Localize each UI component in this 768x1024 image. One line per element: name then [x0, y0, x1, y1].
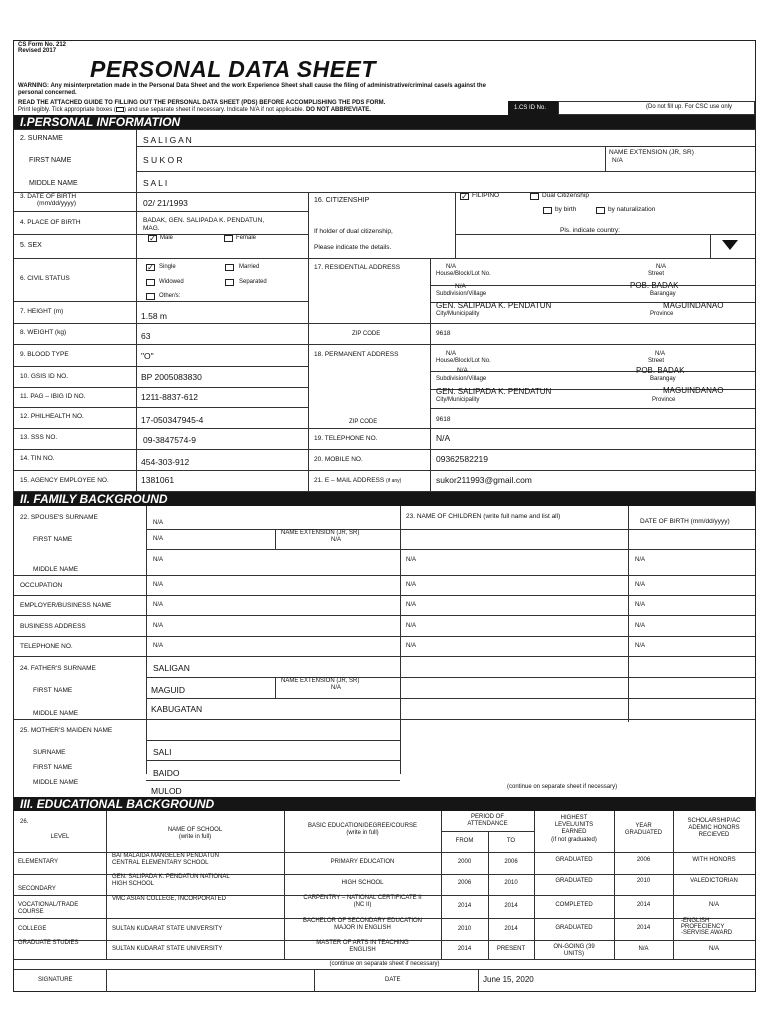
section-personal-information: I.PERSONAL INFORMATION — [14, 115, 755, 129]
by-birth-label: by birth — [555, 206, 577, 213]
perm-street-value[interactable]: N/A — [655, 351, 666, 357]
name-extension-value[interactable]: N/A — [612, 157, 623, 164]
form-revised: Revised 2017 — [18, 48, 57, 54]
mobile-label: 20. MOBILE NO. — [314, 456, 363, 463]
first-name-label: FIRST NAME — [29, 157, 72, 164]
edu-from[interactable]: 2014 — [457, 946, 472, 952]
child-1-dob[interactable]: N/A — [635, 557, 646, 563]
child-4-name[interactable]: N/A — [406, 623, 417, 629]
res-house-value[interactable]: N/A — [446, 264, 457, 270]
father-middle-name-label: MIDDLE NAME — [33, 710, 79, 717]
edu-year[interactable]: N/A — [638, 946, 649, 952]
edu-year[interactable]: 2010 — [636, 878, 651, 884]
widowed-checkbox[interactable] — [146, 279, 155, 286]
children-dob-label: DATE OF BIRTH (mm/dd/yyyy) — [640, 518, 730, 525]
edu-honors-line2[interactable]: PROFECIENCY — [681, 924, 725, 930]
dual-note-2: Please indicate the details. — [314, 244, 392, 251]
res-prov-value[interactable]: MAGUINDANAO — [663, 301, 724, 310]
edu-level: ELEMENTARY — [18, 859, 59, 865]
single-checkbox[interactable] — [146, 264, 155, 271]
pob-value-line1[interactable]: BADAK, GEN. SALIPADA K. PENDATUN, — [143, 217, 265, 224]
school-header-note: (write in full) — [178, 834, 212, 840]
edu-number: 26. — [20, 819, 29, 825]
email-note: (if any) — [386, 478, 402, 484]
edu-year[interactable]: 2006 — [636, 857, 651, 863]
edu-highest-line2[interactable]: UNITS) — [564, 951, 584, 957]
philhealth-value[interactable]: 17-050347945-4 — [141, 415, 204, 425]
edu-highest-line1[interactable]: GRADUATED — [555, 857, 593, 863]
others-checkbox[interactable] — [146, 293, 155, 300]
scholarship-header: SCHOLARSHIP/AC — [687, 818, 741, 824]
civil-status-label: 6. CIVIL STATUS — [20, 275, 70, 282]
pob-value-line2[interactable]: MAG. — [143, 225, 160, 232]
perm-brgy-value[interactable]: POB. BADAK — [636, 366, 685, 375]
spouse-first-name-value[interactable]: N/A — [153, 536, 164, 542]
edu-honors-line1[interactable]: N/A — [708, 902, 719, 908]
mobile-value[interactable]: 09362582219 — [436, 454, 489, 464]
section-family-background: II. FAMILY BACKGROUND — [14, 492, 755, 506]
mother-maiden-name-label: 25. MOTHER'S MAIDEN NAME — [20, 727, 113, 734]
gsis-value[interactable]: BP 2005083830 — [141, 372, 202, 382]
children-label: 23. NAME OF CHILDREN (write full name and list all) — [406, 513, 561, 520]
email-label-text: 21. E – MAIL ADDRESS — [314, 477, 385, 484]
edu-highest-line1[interactable]: COMPLETED — [555, 902, 593, 908]
res-street-label: Street — [648, 271, 665, 277]
male-checkbox[interactable] — [148, 235, 157, 242]
edu-from[interactable]: 2010 — [457, 926, 472, 932]
email-label — [314, 477, 401, 485]
father-name-ext-value[interactable]: N/A — [331, 685, 342, 691]
blood-type-value[interactable]: "O" — [141, 351, 154, 361]
dob-format: (mm/dd/yyyy) — [37, 200, 76, 207]
perm-city-label: City/Municipality — [436, 397, 480, 403]
citizenship-label: 16. CITIZENSHIP — [314, 197, 370, 204]
from-header: FROM — [455, 838, 474, 844]
sss-label: 13. SSS NO. — [20, 434, 58, 441]
signature-label: SIGNATURE — [38, 977, 73, 983]
child-1-name[interactable]: N/A — [406, 557, 417, 563]
period-header: PERIOD OF — [470, 814, 504, 820]
child-5-dob[interactable]: N/A — [635, 643, 646, 649]
edu-course-line1[interactable]: CARPENTRY – NATIONAL CERTIFICATE II — [303, 895, 422, 901]
by-naturalization-label: by naturalization — [608, 206, 656, 213]
to-header: TO — [506, 838, 516, 844]
year-header: YEAR — [635, 823, 652, 829]
edu-level: SECONDARY — [18, 886, 56, 892]
date-value[interactable]: June 15, 2020 — [483, 975, 534, 984]
pob-label: 4. PLACE OF BIRTH — [20, 219, 81, 226]
edu-year[interactable]: 2014 — [636, 925, 651, 931]
perm-zip-label: ZIP CODE — [349, 419, 378, 425]
weight-label: 8. WEIGHT (kg) — [20, 329, 67, 336]
others-label: Other/s: — [159, 293, 181, 299]
edu-course-line1[interactable]: HIGH SCHOOL — [341, 880, 384, 886]
edu-school-line1[interactable]: BAI MALAIDA MANGELEN PENDATUN — [112, 853, 219, 859]
edu-school-line1[interactable]: SULTAN KUDARAT STATE UNIVERSITY — [112, 926, 223, 932]
edu-to[interactable]: PRESENT — [496, 946, 526, 952]
spouse-first-name-label: FIRST NAME — [33, 536, 73, 543]
edu-course-line2[interactable]: (NC II) — [353, 902, 372, 908]
mother-first-name-label: FIRST NAME — [33, 764, 73, 771]
edu-honors-line1[interactable]: WITH HONORS — [692, 857, 736, 863]
school-header: NAME OF SCHOOL — [167, 827, 223, 833]
dob-label: 3. DATE OF BIRTH — [20, 193, 77, 200]
father-middle-name-value[interactable]: KABUGATAN — [151, 704, 203, 714]
edu-course-line1[interactable]: BACHELOR OF SECONDARY EDUCATION — [302, 918, 423, 924]
edu-course-line2[interactable]: MAJOR IN ENGLISH — [334, 925, 391, 931]
edu-honors-line1[interactable]: N/A — [708, 946, 719, 952]
filipino-checkbox[interactable] — [460, 193, 469, 200]
form-border — [13, 40, 756, 992]
email-value[interactable]: sukor211993@gmail.com — [436, 475, 532, 485]
separated-checkbox[interactable] — [225, 279, 234, 286]
separated-label: Separated — [239, 279, 267, 285]
highest-header-4: (if not graduated) — [551, 837, 597, 843]
permanent-address-label: 18. PERMANENT ADDRESS — [314, 351, 399, 358]
edu-continue-note: (continue on separate sheet if necessary) — [329, 961, 440, 967]
child-4-dob[interactable]: N/A — [635, 623, 646, 629]
res-zip-label: ZIP CODE — [352, 331, 381, 337]
edu-to[interactable]: 2010 — [504, 880, 518, 886]
cs-id-note: (Do not fill up. For CSC use only — [646, 104, 733, 110]
father-first-name-label: FIRST NAME — [33, 687, 73, 694]
child-2-name[interactable]: N/A — [406, 582, 417, 588]
edu-highest-line1[interactable]: GRADUATED — [555, 925, 593, 931]
edu-highest-line1[interactable]: ON-GOING (39 — [553, 944, 595, 950]
print-note-part2: ) and use separate sheet if necessary. Indicate N/A if not applicable. — [123, 107, 305, 114]
employer-label: EMPLOYER/BUSINESS NAME — [20, 602, 112, 609]
date-label: DATE — [385, 977, 401, 983]
spouse-name-ext-value[interactable]: N/A — [331, 537, 342, 543]
course-header: BASIC EDUCATION/DEGREE/COURSE — [308, 823, 417, 829]
middle-name-value[interactable]: S A L I — [143, 178, 168, 188]
father-name-ext-label: NAME EXTENSION (JR, SR) — [281, 678, 360, 684]
dob-value[interactable]: 02/ 21/1993 — [143, 198, 188, 208]
perm-brgy-label: Barangay — [650, 376, 676, 382]
res-subd-value[interactable]: N/A — [455, 283, 466, 290]
res-subd-label: Subdivision/Village — [436, 291, 487, 297]
edu-school-line1[interactable]: VMC ASIAN COLLEGE, INCORPORATED — [112, 896, 226, 902]
filipino-label: FILIPINO — [472, 192, 500, 199]
telephone-label: 19. TELEPHONE NO. — [314, 435, 378, 442]
pagibig-label: 11. PAG – IBIG ID NO. — [20, 393, 86, 400]
widowed-label: Widowed — [159, 279, 184, 285]
edu-to[interactable]: 2006 — [504, 859, 518, 865]
gsis-label: 10. GSIS ID NO. — [20, 373, 69, 380]
male-label: Male — [160, 235, 174, 241]
child-3-dob[interactable]: N/A — [635, 602, 646, 608]
edu-honors-line3[interactable]: -SERVISE AWARD — [681, 930, 733, 936]
edu-from[interactable]: 2000 — [457, 859, 472, 865]
edu-course-line1[interactable]: PRIMARY EDUCATION — [330, 859, 395, 865]
name-extension-label: NAME EXTENSION (JR, SR) — [609, 149, 694, 156]
edu-level: VOCATIONAL/TRADE COURSE — [18, 902, 79, 915]
perm-house-label: House/Block/Lot No. — [436, 358, 491, 364]
edu-course-line2[interactable]: ENGLISH — [349, 947, 376, 953]
page-title: PERSONAL DATA SHEET — [90, 56, 376, 82]
dual-citizenship-label: Dual Citizenship — [542, 192, 589, 199]
form-number: CS Form No. 212 — [18, 42, 67, 48]
child-3-name[interactable]: N/A — [406, 602, 417, 608]
female-checkbox[interactable] — [224, 235, 233, 242]
height-label: 7. HEIGHT (m) — [20, 308, 64, 315]
tin-label: 14. TIN NO. — [20, 455, 55, 462]
edu-highest-line1[interactable]: GRADUATED — [555, 878, 593, 884]
edu-honors-line1[interactable]: VALEDICTORIAN — [690, 878, 738, 884]
do-not-abbreviate: DO NOT ABBREVIATE. — [305, 107, 371, 114]
business-address-label: BUSINESS ADDRESS — [20, 623, 86, 630]
highest-header-2: LEVEL/UNITS — [554, 822, 594, 828]
edu-school-line2[interactable]: CENTRAL ELEMENTARY SCHOOL — [112, 860, 209, 866]
perm-prov-value[interactable]: MAGUINDANAO — [663, 386, 724, 395]
occupation-value[interactable]: N/A — [153, 582, 164, 588]
edu-from[interactable]: 2006 — [457, 880, 472, 886]
married-label: Married — [239, 264, 260, 270]
first-name-value[interactable]: S U K O R — [143, 155, 183, 165]
dual-citizenship-checkbox[interactable] — [530, 193, 539, 200]
tin-value[interactable]: 454-303-912 — [141, 457, 190, 467]
dual-note-1: If holder of dual citizenship, — [314, 228, 393, 235]
single-label: Single — [159, 264, 176, 270]
print-note — [18, 107, 371, 114]
perm-prov-label: Province — [652, 397, 676, 403]
cs-id-label: 1.CS ID No. — [508, 101, 558, 115]
spouse-telephone-value[interactable]: N/A — [153, 643, 164, 649]
spouse-name-ext-label: NAME EXTENSION (JR, SR) — [281, 530, 360, 536]
edu-to[interactable]: 2014 — [504, 926, 518, 932]
sex-label: 5. SEX — [20, 242, 42, 249]
telephone-value[interactable]: N/A — [436, 433, 451, 443]
agency-employee-value[interactable]: 1381061 — [141, 475, 175, 485]
edu-level: COLLEGE — [18, 926, 47, 932]
section-educational-background: III. EDUCATIONAL BACKGROUND — [14, 797, 755, 811]
res-prov-label: Province — [650, 311, 674, 317]
res-street-value[interactable]: N/A — [656, 264, 667, 270]
height-value[interactable]: 1.58 m — [141, 311, 167, 321]
by-naturalization-checkbox[interactable] — [596, 207, 605, 214]
scholarship-header-3: RECIEVED — [698, 832, 730, 838]
edu-course-line1[interactable]: MASTER OF ARTS IN TEACHING — [316, 940, 409, 946]
child-5-name[interactable]: N/A — [406, 643, 417, 649]
warning-text: WARNING: Any misinterpretation made in the Personal Data Sheet and the work Experience Sheet shall cause the filing of administrative/criminal case/s against the personal concerned. — [18, 83, 486, 96]
father-surname-value[interactable]: SALIGAN — [153, 663, 190, 673]
highest-header-3: EARNED — [561, 829, 587, 835]
course-header-note: (write in full) — [346, 830, 379, 836]
spouse-telephone-label: TELEPHONE NO. — [20, 643, 73, 650]
business-address-value[interactable]: N/A — [153, 623, 164, 629]
spouse-middle-name-label: MIDDLE NAME — [33, 566, 79, 573]
mother-middle-name-label: MIDDLE NAME — [33, 779, 79, 786]
pagibig-value[interactable]: 1211-8837-612 — [141, 392, 199, 402]
instruction-text: READ THE ATTACHED GUIDE TO FILLING OUT THE PERSONAL DATA SHEET (PDS) BEFORE ACCOMPLISHING THE PDS FORM. — [18, 100, 386, 106]
philhealth-label: 12. PHILHEALTH NO. — [20, 413, 84, 420]
res-brgy-label: Barangay — [650, 291, 676, 297]
perm-city-value[interactable]: GEN. SALIPADA K. PENDATUN — [436, 387, 552, 396]
perm-zip-value[interactable]: 9618 — [436, 416, 451, 423]
edu-school-line2[interactable]: HIGH SCHOOL — [112, 881, 155, 887]
spouse-surname-value[interactable]: N/A — [153, 520, 164, 526]
weight-value[interactable]: 63 — [141, 331, 151, 341]
edu-school-line1[interactable]: GEN. SALIPADA K. PENDATUN NATIONAL — [112, 874, 230, 880]
perm-subd-label: Subdivision/Village — [436, 376, 487, 382]
married-checkbox[interactable] — [225, 264, 234, 271]
female-label: Female — [236, 235, 257, 241]
sss-value[interactable]: 09-3847574-9 — [143, 435, 196, 445]
mother-first-name-value[interactable]: BAIDO — [153, 768, 180, 778]
agency-employee-label: 15. AGENCY EMPLOYEE NO. — [20, 477, 109, 484]
perm-house-value[interactable]: N/A — [446, 351, 457, 357]
edu-to[interactable]: 2014 — [504, 903, 518, 909]
print-note-part1: Print legibly. Tick appropriate boxes ( — [18, 107, 116, 114]
edu-level: GRADUATE STUDIES — [18, 940, 79, 946]
by-birth-checkbox[interactable] — [543, 207, 552, 214]
edu-school-line1[interactable]: SULTAN KUDARAT STATE UNIVERSITY — [112, 946, 223, 952]
res-house-label: House/Block/Lot No. — [436, 271, 491, 277]
spouse-middle-name-value[interactable]: N/A — [153, 557, 164, 563]
mother-middle-name-value[interactable]: MULOD — [151, 786, 182, 796]
highest-header: HIGHEST — [560, 815, 588, 821]
mother-surname-value[interactable]: SALI — [153, 747, 172, 757]
year-header-2: GRADUATED — [624, 830, 663, 836]
country-dropdown-icon[interactable] — [722, 240, 738, 250]
edu-year[interactable]: 2014 — [636, 902, 651, 908]
res-brgy-value[interactable]: POB. BADAK — [630, 281, 679, 290]
tick-box-sample — [116, 107, 124, 112]
edu-from[interactable]: 2014 — [457, 903, 472, 909]
surname-value[interactable]: S A L I G A N — [143, 135, 192, 145]
edu-honors-line1[interactable]: -ENGLISH — [681, 918, 710, 924]
mother-surname-label: SURNAME — [33, 749, 66, 756]
family-continue-note: (continue on separate sheet if necessary) — [507, 784, 618, 790]
child-2-dob[interactable]: N/A — [635, 582, 646, 588]
father-surname-label: 24. FATHER'S SURNAME — [20, 665, 96, 672]
employer-value[interactable]: N/A — [153, 602, 164, 608]
period-header-2: ATTENDANCE — [467, 821, 508, 827]
perm-subd-value[interactable]: N/A — [457, 367, 468, 374]
residential-address-label: 17. RESIDENTIAL ADDRESS — [314, 264, 401, 271]
blood-type-label: 9. BLOOD TYPE — [20, 351, 69, 358]
spouse-surname-label: 22. SPOUSE'S SURNAME — [20, 514, 98, 521]
res-city-label: City/Municipality — [436, 311, 480, 317]
country-label: Pls. indicate country: — [560, 227, 620, 234]
perm-street-label: Street — [648, 358, 665, 364]
res-city-value[interactable]: GEN. SALIPADA K. PENDATUN — [436, 301, 552, 310]
surname-label: 2. SURNAME — [20, 135, 63, 142]
res-zip-value[interactable]: 9618 — [436, 330, 451, 337]
scholarship-header-2: ADEMIC HONORS — [688, 825, 740, 831]
middle-name-label: MIDDLE NAME — [29, 180, 78, 187]
occupation-label: OCCUPATION — [20, 582, 63, 589]
signature-field[interactable] — [107, 970, 313, 991]
level-header: LEVEL — [50, 834, 70, 840]
father-first-name-value[interactable]: MAGUID — [151, 685, 185, 695]
